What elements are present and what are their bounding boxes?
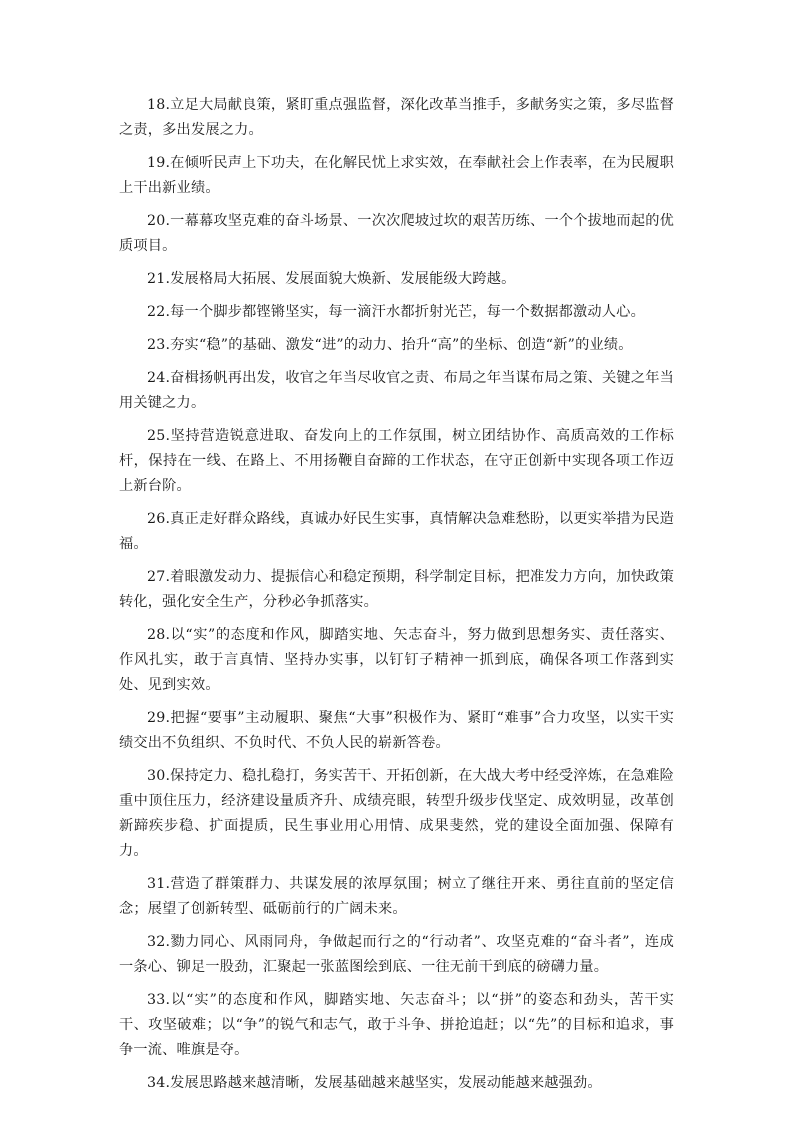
paragraph-30: 30.保持定力、稳扎稳打，务实苦干、开拓创新，在大战大考中经受淬炼，在急难险重中顶住压力，经济建设量质齐升、成绩亮眼，转型升级步伐坚定、成效明显，改革创新蹄疾步稳、扩面提质，民生事业用心用情、成果斐然，党的建设全面加强、保障有力。 bbox=[119, 768, 674, 859]
paragraph-26: 26.真正走好群众路线，真诚办好民生实事，真情解决急难愁盼，以更实举措为民造福。 bbox=[119, 511, 674, 552]
paragraph-27: 27.着眼激发动力、提振信心和稳定预期，科学制定目标，把准发力方向，加快政策转化，强化安全生产，分秒必争抓落实。 bbox=[119, 569, 674, 610]
paragraph-29: 29.把握“要事”主动履职、聚焦“大事”积极作为、紧盯“难事”合力攻坚，以实干实绩交出不负组织、不负时代、不负人民的崭新答卷。 bbox=[119, 710, 674, 751]
paragraph-25: 25.坚持营造锐意进取、奋发向上的工作氛围，树立团结协作、高质高效的工作标杆，保持在一线、在路上、不用扬鞭自奋蹄的工作状态，在守正创新中实现各项工作迈上新台阶。 bbox=[119, 428, 674, 494]
paragraph-20: 20.一幕幕攻坚克难的奋斗场景、一次次爬坡过坎的艰苦历练、一个个拔地而起的优质项目。 bbox=[119, 213, 674, 254]
document-body bbox=[119, 93, 674, 1104]
paragraph-23: 23.夯实“稳”的基础、激发“进”的动力、抬升“高”的坐标、创造“新”的业绩。 bbox=[147, 337, 633, 353]
paragraph-19: 19.在倾听民声上下功夫，在化解民忧上求实效，在奉献社会上作表率，在为民履职上干出新业绩。 bbox=[119, 155, 674, 196]
paragraph-24: 24.奋楫扬帆再出发，收官之年当尽收官之责、布局之年当谋布局之策、关键之年当用关键之力。 bbox=[119, 370, 674, 411]
paragraph-22: 22.每一个脚步都铿锵坚实，每一滴汗水都折射光芒，每一个数据都激动人心。 bbox=[147, 304, 645, 320]
paragraph-32: 32.勠力同心、风雨同舟，争做起而行之的“行动者”、攻坚克难的“奋斗者”，连成一条心、铆足一股劲，汇聚起一张蓝图绘到底、一往无前干到底的磅礴力量。 bbox=[119, 934, 674, 975]
paragraph-28: 28.以“实”的态度和作风，脚踏实地、矢志奋斗，努力做到思想务实、责任落实、作风扎实，敢于言真情、坚持办实事，以钉钉子精神一抓到底，确保各项工作落到实处、见到实效。 bbox=[119, 627, 674, 693]
paragraph-18: 18.立足大局献良策，紧盯重点强监督，深化改革当推手，多献务实之策，多尽监督之责，多出发展之力。 bbox=[119, 97, 674, 138]
paragraph-34: 34.发展思路越来越清晰，发展基础越来越坚实，发展动能越来越强劲。 bbox=[147, 1075, 602, 1091]
paragraph-21: 21.发展格局大拓展、发展面貌大焕新、发展能级大跨越。 bbox=[147, 271, 516, 287]
paragraph-33: 33.以“实”的态度和作风，脚踏实地、矢志奋斗；以“拼”的姿态和劲头，苦干实干、攻坚破难；以“争”的锐气和志气，敢于斗争、拼抢追赶；以“先”的目标和追求，事争一流、唯旗是夺。 bbox=[119, 992, 674, 1058]
paragraph-31: 31.营造了群策群力、共谋发展的浓厚氛围；树立了继往开来、勇往直前的坚定信念；展望了创新转型、砥砺前行的广阔未来。 bbox=[119, 876, 674, 917]
